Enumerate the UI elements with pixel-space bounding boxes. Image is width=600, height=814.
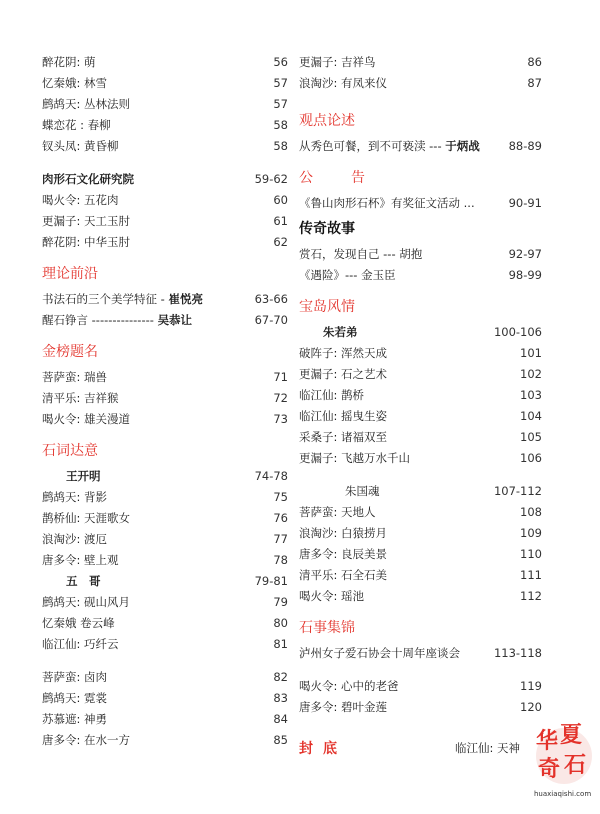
toc-entry-page: 111 (520, 568, 542, 582)
toc-entry (299, 586, 542, 607)
toc-entry (42, 211, 288, 232)
toc-entry-page: 79 (273, 595, 288, 609)
toc-entry-title: 喝火令: 心中的老爸 (299, 679, 399, 693)
toc-entry-title: 喝火令: 雄关漫道 (42, 412, 131, 426)
toc-entry-page: 119 (520, 679, 542, 693)
toc-entry-title: 王开明 (66, 469, 101, 483)
section-heading (42, 436, 288, 466)
toc-group-heading (42, 571, 288, 592)
toc-entry (42, 289, 288, 310)
toc-entry (299, 544, 542, 565)
toc-entry-title: 菩萨蛮: 卤肉 (42, 670, 108, 684)
toc-entry-title: 从秀色可餐，到不可亵渎 --- (299, 139, 446, 153)
toc-entry-page: 75 (273, 490, 288, 504)
section-heading-text: 金榜题名 (42, 344, 98, 360)
toc-entry (42, 487, 288, 508)
toc-entry-page: 102 (520, 367, 542, 381)
toc-entry (299, 244, 542, 265)
section-heading (299, 214, 542, 244)
section-heading-text: 公 告 (299, 170, 377, 186)
toc-right-column (299, 52, 542, 718)
toc-entry (42, 508, 288, 529)
toc-entry-page: 79-81 (254, 574, 288, 588)
toc-entry-title: 朱若弟 (323, 325, 358, 339)
toc-entry (42, 367, 288, 388)
toc-entry-title: 蝶恋花 : 春柳 (42, 118, 111, 132)
toc-entry-page: 86 (527, 55, 542, 69)
toc-entry (42, 190, 288, 211)
toc-entry-title: 鹊桥仙: 天涯歌女 (42, 511, 131, 525)
toc-entry (299, 364, 542, 385)
toc-group-heading (42, 169, 288, 190)
toc-entry (42, 550, 288, 571)
logo-char-hua: 华 (536, 728, 559, 754)
toc-entry-title: 临江仙: 鹊桥 (299, 388, 365, 402)
toc-entry-title: 肉形石文化研究院 (42, 172, 134, 186)
toc-entry (42, 592, 288, 613)
toc-entry-title: 鹧鸪天: 丛林法则 (42, 97, 131, 111)
toc-entry-title: 清平乐: 石全石美 (299, 568, 388, 582)
spacer (299, 664, 542, 676)
toc-entry-title: 更漏子: 吉祥鸟 (299, 55, 376, 69)
toc-left-column (42, 52, 288, 751)
toc-entry-page: 101 (520, 346, 542, 360)
toc-entry-title: 赏石，发现自己 --- 胡抱 (299, 247, 423, 261)
toc-entry-page: 113-118 (493, 646, 542, 660)
section-heading (299, 106, 542, 136)
toc-group-heading (299, 481, 542, 502)
toc-entry (42, 232, 288, 253)
toc-entry-page: 106 (520, 451, 542, 465)
toc-entry (42, 529, 288, 550)
back-cover-heading: 封底 (299, 741, 347, 757)
toc-entry (299, 643, 542, 664)
toc-entry-page: 59-62 (254, 172, 288, 186)
toc-entry-page: 109 (520, 526, 542, 540)
toc-entry-page: 57 (273, 97, 288, 111)
toc-entry-page: 92-97 (508, 247, 542, 261)
toc-entry-title: 菩萨蛮: 天地人 (299, 505, 376, 519)
toc-entry-title: 五 哥 (66, 574, 101, 588)
toc-entry-title: 忆秦娥: 林雪 (42, 76, 108, 90)
toc-entry-title: 鹧鸪天: 霓裳 (42, 691, 108, 705)
toc-entry-title: 清平乐: 吉祥猴 (42, 391, 119, 405)
logo-url: huaxiaqishi.com (534, 790, 592, 798)
toc-entry-page: 76 (273, 511, 288, 525)
toc-entry-page: 90-91 (508, 196, 542, 210)
toc-entry (299, 136, 542, 157)
toc-entry-page: 78 (273, 553, 288, 567)
toc-entry-author: 崔悦亮 (168, 292, 203, 306)
toc-entry-page: 81 (273, 637, 288, 651)
toc-entry-page: 67-70 (254, 313, 288, 327)
toc-entry-author: 吴恭让 (157, 313, 193, 327)
toc-entry-page: 110 (520, 547, 542, 561)
toc-entry-page: 72 (273, 391, 288, 405)
toc-entry-title: 更漏子: 天工玉肘 (42, 214, 131, 228)
toc-entry-title: 浪淘沙: 渡厄 (42, 532, 108, 546)
toc-entry-title: 唐多令: 壁上观 (42, 553, 119, 567)
toc-entry-title: 书法石的三个美学特征 - (42, 292, 169, 306)
section-heading (42, 337, 288, 367)
back-cover-poem: 临江仙: 天神 (455, 741, 521, 755)
toc-entry-page: 112 (520, 589, 542, 603)
toc-entry (299, 565, 542, 586)
toc-entry-page: 120 (520, 700, 542, 714)
toc-entry-page: 57 (273, 76, 288, 90)
toc-entry (42, 409, 288, 430)
toc-entry-page: 71 (273, 370, 288, 384)
toc-entry (42, 115, 288, 136)
toc-entry-title: 泸州女子爱石协会十周年座谈会 (299, 646, 460, 660)
toc-entry-title: 更漏子: 石之艺术 (299, 367, 388, 381)
toc-entry (299, 73, 542, 94)
toc-entry (299, 697, 542, 718)
section-heading (299, 163, 542, 193)
toc-entry (42, 73, 288, 94)
logo-char-xia: 奇 (538, 756, 561, 782)
toc-entry-page: 103 (520, 388, 542, 402)
toc-entry-author: 于炳战 (445, 139, 480, 153)
section-heading-text: 传奇故事 (299, 221, 355, 237)
toc-entry-title: 醉花阴: 中华玉肘 (42, 235, 131, 249)
spacer (42, 157, 288, 169)
toc-entry-title: 喝火令: 五花肉 (42, 193, 119, 207)
toc-entry-page: 100-106 (493, 325, 542, 339)
toc-entry-title: 临江仙: 摇曳生姿 (299, 409, 388, 423)
toc-entry-title: 朱国魂 (345, 484, 380, 498)
toc-entry-title: 醒石铮言 --------------- (42, 313, 158, 327)
toc-entry-page: 61 (273, 214, 288, 228)
toc-entry (299, 502, 542, 523)
section-heading (299, 613, 542, 643)
toc-entry-page: 56 (273, 55, 288, 69)
toc-entry-title: 喝火令: 瑶池 (299, 589, 365, 603)
toc-entry (299, 448, 542, 469)
spacer (42, 655, 288, 667)
toc-entry (299, 406, 542, 427)
toc-entry-title: 临江仙: 巧纤云 (42, 637, 119, 651)
toc-entry-title: 菩萨蛮: 瑞兽 (42, 370, 108, 384)
toc-entry (42, 688, 288, 709)
logo-char-shi: 石 (564, 752, 587, 778)
section-heading (42, 259, 288, 289)
toc-entry (42, 709, 288, 730)
toc-entry-page: 105 (520, 430, 542, 444)
toc-entry-page: 104 (520, 409, 542, 423)
toc-entry-title: 更漏子: 飞越万水千山 (299, 451, 411, 465)
toc-entry (299, 427, 542, 448)
section-heading-text: 石事集锦 (299, 620, 355, 636)
toc-entry-page: 74-78 (254, 469, 288, 483)
toc-entry-title: 浪淘沙: 白猿捞月 (299, 526, 388, 540)
toc-entry (42, 613, 288, 634)
toc-entry-page: 63-66 (254, 292, 288, 306)
toc-entry-page: 60 (273, 193, 288, 207)
toc-entry-page: 77 (273, 532, 288, 546)
toc-entry-page: 58 (273, 118, 288, 132)
toc-entry-title: 《鲁山肉形石杯》有奖征文活动 ... (299, 196, 475, 210)
logo-char-qi: 夏 (560, 722, 583, 748)
toc-entry (42, 667, 288, 688)
toc-entry-page: 82 (273, 670, 288, 684)
section-heading-text: 理论前沿 (42, 266, 98, 282)
spacer (299, 94, 542, 106)
section-heading-text: 石词达意 (42, 443, 98, 459)
toc-entry-page: 98-99 (508, 268, 542, 282)
toc-entry-title: 鹧鸪天: 砚山风月 (42, 595, 131, 609)
toc-entry (42, 94, 288, 115)
toc-group-heading (42, 466, 288, 487)
toc-entry-title: 破阵子: 浑然天成 (299, 346, 388, 360)
toc-entry-title: 忆秦娥 卷云峰 (42, 616, 115, 630)
toc-entry-page: 84 (273, 712, 288, 726)
toc-entry-title: 唐多令: 在水一方 (42, 733, 131, 747)
toc-entry (42, 136, 288, 157)
section-heading-text: 观点论述 (299, 113, 355, 129)
toc-entry-title: 浪淘沙: 有凤来仪 (299, 76, 388, 90)
toc-entry (299, 385, 542, 406)
toc-entry-page: 87 (527, 76, 542, 90)
toc-entry-page: 107-112 (493, 484, 542, 498)
toc-entry (42, 388, 288, 409)
toc-entry (299, 523, 542, 544)
spacer (299, 469, 542, 481)
toc-entry-page: 108 (520, 505, 542, 519)
toc-entry-page: 88-89 (508, 139, 542, 153)
toc-entry (299, 52, 542, 73)
toc-entry-title: 《遇险》--- 金玉臣 (299, 268, 396, 282)
toc-entry-title: 苏慕遮: 神勇 (42, 712, 108, 726)
toc-entry (299, 343, 542, 364)
section-heading-text: 宝岛风情 (299, 299, 355, 315)
toc-entry-title: 醉花阴: 萌 (42, 55, 96, 69)
toc-entry (299, 676, 542, 697)
toc-entry (42, 310, 288, 331)
toc-entry-page: 85 (273, 733, 288, 747)
toc-entry (299, 265, 542, 286)
toc-entry (42, 634, 288, 655)
toc-entry-title: 唐多令: 碧叶金莲 (299, 700, 388, 714)
toc-entry (42, 52, 288, 73)
toc-entry-page: 80 (273, 616, 288, 630)
toc-entry-page: 58 (273, 139, 288, 153)
toc-entry-title: 鹧鸪天: 背影 (42, 490, 108, 504)
section-heading (299, 292, 542, 322)
toc-entry (42, 730, 288, 751)
toc-entry-title: 采桑子: 诸福双至 (299, 430, 388, 444)
toc-entry-title: 钗头凤: 黄昏柳 (42, 139, 119, 153)
huaxia-qishi-logo (530, 718, 594, 802)
toc-entry (299, 193, 542, 214)
toc-entry-page: 62 (273, 235, 288, 249)
toc-entry-title: 唐多令: 良辰美景 (299, 547, 388, 561)
toc-group-heading (299, 322, 542, 343)
toc-entry-page: 73 (273, 412, 288, 426)
toc-entry-page: 83 (273, 691, 288, 705)
